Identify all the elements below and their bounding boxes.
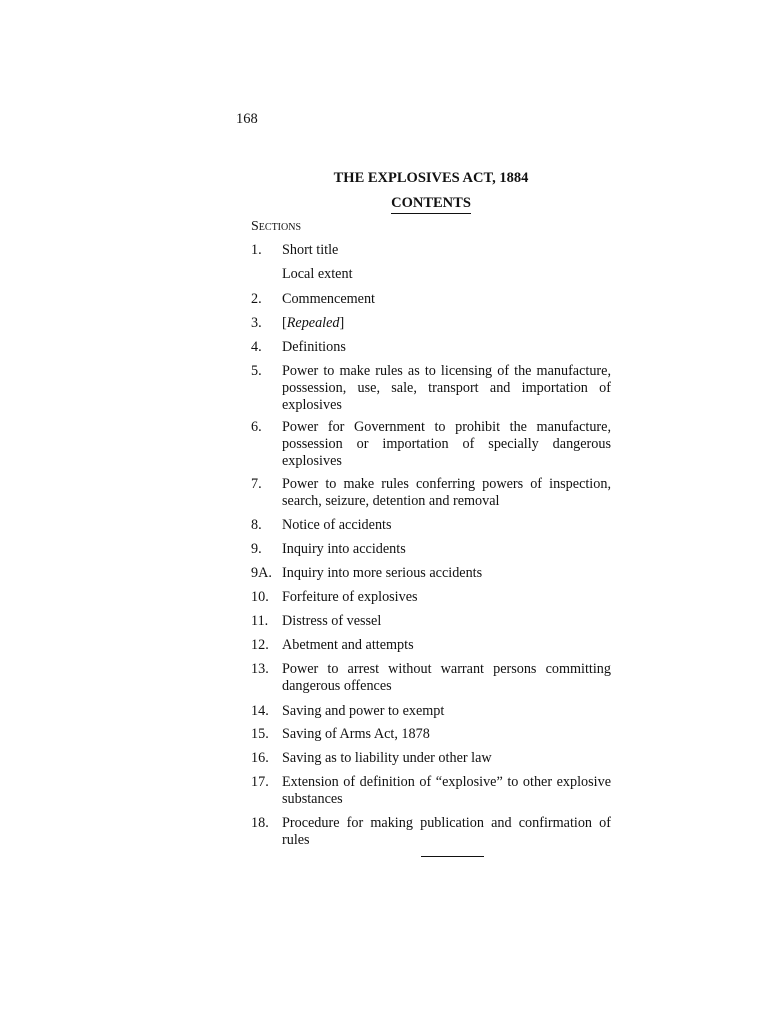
section-title: Short title — [282, 242, 339, 258]
section-number: 5. — [251, 363, 262, 379]
section-title: Power for Government to prohibit the manufacture, possession or importation of specially dangerous explosives — [282, 419, 611, 469]
toc-entry — [251, 637, 611, 654]
section-title: Saving as to liability under other law — [282, 750, 492, 766]
section-title: Inquiry into more serious accidents — [282, 565, 483, 581]
toc-entry — [251, 703, 611, 720]
section-number: 13. — [251, 661, 269, 677]
toc-entry — [251, 517, 611, 534]
section-title: Extension of definition of “explosive” to other explosive substances — [282, 774, 611, 807]
section-number: 16. — [251, 750, 269, 766]
section-number: 9A. — [251, 565, 272, 581]
section-title: Saving of Arms Act, 1878 — [282, 726, 430, 742]
section-number: 14. — [251, 703, 269, 719]
section-number: 17. — [251, 774, 269, 790]
contents-heading — [0, 194, 768, 214]
section-number: 1. — [251, 242, 262, 258]
section-title: Saving and power to exempt — [282, 703, 445, 719]
section-title: Forfeiture of explosives — [282, 589, 418, 605]
section-title: Procedure for making publication and confirmation of rules — [282, 815, 611, 848]
toc-entry — [251, 726, 611, 743]
repealed-label: Repealed — [286, 315, 340, 331]
toc-entry — [251, 339, 611, 356]
section-number: 7. — [251, 476, 262, 492]
toc-entry — [251, 242, 611, 259]
section-title: Definitions — [282, 339, 346, 355]
section-number: 18. — [251, 815, 269, 831]
toc-entry — [251, 291, 611, 308]
bracket-open: [ — [282, 315, 287, 331]
toc-entry — [251, 315, 611, 332]
toc-entry — [251, 363, 611, 414]
section-title: Power to make rules conferring powers of inspection, search, seizure, detention and removal — [282, 476, 611, 509]
toc-entry — [251, 541, 611, 558]
section-title: Power to arrest without warrant persons committing dangerous offences — [282, 661, 611, 694]
section-number: 3. — [251, 315, 262, 331]
toc-entry — [251, 266, 611, 283]
section-number: 4. — [251, 339, 262, 355]
toc-entry — [251, 750, 611, 767]
section-title: Notice of accidents — [282, 517, 392, 533]
section-title: Inquiry into accidents — [282, 541, 406, 557]
section-number: 2. — [251, 291, 262, 307]
toc-entry — [251, 419, 611, 470]
toc-entry — [251, 613, 611, 630]
toc-entry — [251, 661, 611, 695]
section-number: 15. — [251, 726, 269, 742]
section-title — [282, 315, 611, 332]
section-title: Commencement — [282, 291, 375, 307]
toc-entry — [251, 476, 611, 510]
section-number: 10. — [251, 589, 269, 605]
section-number: 11. — [251, 613, 269, 629]
sections-label: Sections — [251, 219, 302, 234]
section-number: 12. — [251, 637, 269, 653]
section-number: 9. — [251, 541, 262, 557]
section-title: Abetment and attempts — [282, 637, 414, 653]
section-title: Distress of vessel — [282, 613, 382, 629]
contents-heading-text: CONTENTS — [391, 194, 471, 214]
section-title: Power to make rules as to licensing of the manufacture, possession, use, sale, transport and importation of explosives — [282, 363, 611, 413]
section-title: Local extent — [282, 266, 353, 282]
end-rule — [421, 856, 484, 857]
page-number: 168 — [236, 111, 258, 127]
section-number: 8. — [251, 517, 262, 533]
toc-entry — [251, 589, 611, 606]
act-title: THE EXPLOSIVES ACT, 1884 — [333, 170, 529, 186]
section-number: 6. — [251, 419, 262, 435]
toc-entry — [251, 774, 611, 808]
toc-entry — [251, 565, 611, 582]
toc-entry — [251, 815, 611, 849]
bracket-close: ] — [339, 315, 345, 331]
